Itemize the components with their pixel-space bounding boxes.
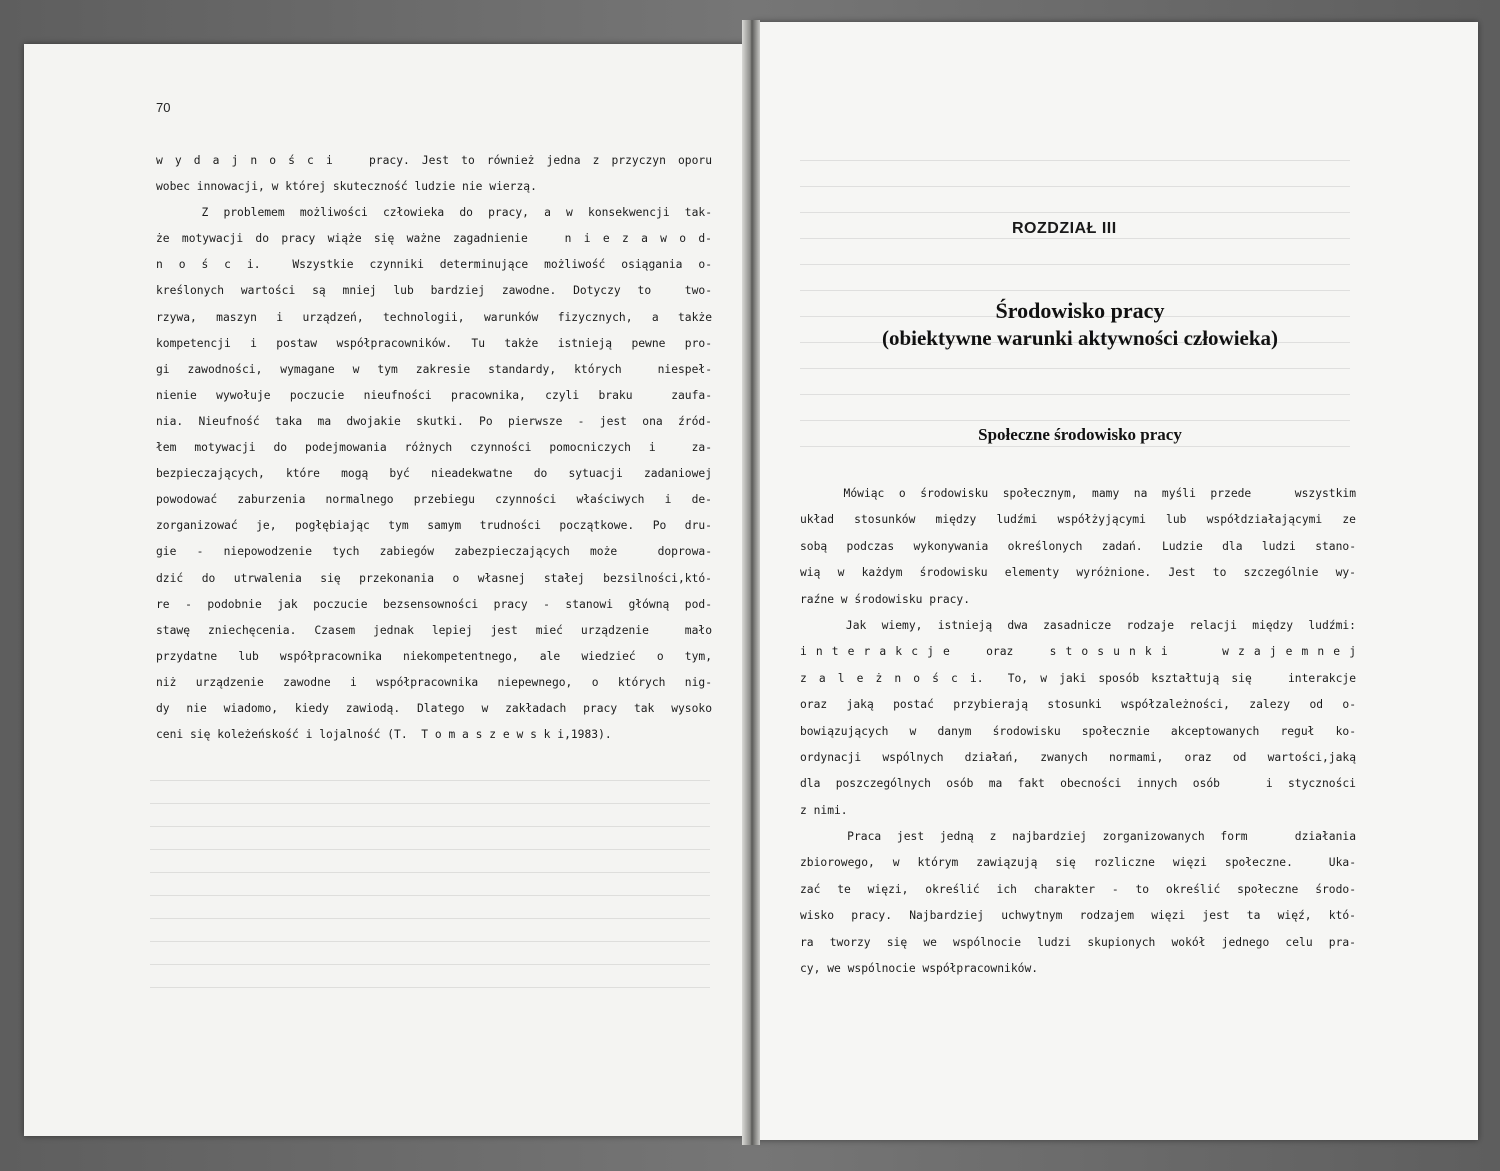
text-line: bezpieczających, które mogą być nieadekwatne do sytuacji zadaniowej <box>156 467 712 481</box>
page-number: 70 <box>156 100 171 115</box>
text-line: sobą podczas wykonywania określonych zadań. Ludzie dla ludzi stano- <box>800 539 1356 553</box>
text-line: zorganizować je, pogłębiając tym samym trudności początkowe. Po dru- <box>156 519 712 533</box>
text-line: nienie wywołuje poczucie nieufności pracownika, czyli braku zaufa- <box>156 388 712 402</box>
left-body-text <box>156 148 712 748</box>
text-line: wisko pracy. Najbardziej uchwytnym rodzajem więzi jest ta więź, któ- <box>800 909 1356 923</box>
text-line: zbiorowego, w którym zawiązują się rozliczne więzi społeczne. Uka- <box>800 856 1356 870</box>
book-gutter <box>742 20 760 1145</box>
text-line: nia. Nieufność taka ma dwojakie skutki. Po pierwsze - jest ona źród- <box>156 414 712 428</box>
bleed-line <box>150 941 710 942</box>
bleed-line <box>800 446 1350 447</box>
text-line: Praca jest jedną z najbardziej zorganizowanych form działania <box>800 830 1356 844</box>
bleed-line <box>150 780 710 781</box>
bleed-line <box>800 420 1350 421</box>
text-line: ceni się koleżeńskość i lojalność (T. T o m a s z e w s k i,1983). <box>156 728 612 742</box>
text-line: stawę zniechęcenia. Czasem jednak lepiej jest mieć urządzenie mało <box>156 623 712 637</box>
text-line: powodować zaburzenia normalnego przebiegu czynności właściwych i de- <box>156 493 712 507</box>
bleed-line <box>800 290 1350 291</box>
bleed-line <box>800 394 1350 395</box>
text-line: n o ś c i. Wszystkie czynniki determinujące możliwość osiągania o- <box>156 258 712 272</box>
text-line: że motywacji do pracy wiąże się ważne zagadnienie n i e z a w o d- <box>156 232 712 246</box>
text-line: Z problemem możliwości człowieka do pracy, a w konsekwencji tak- <box>156 206 712 220</box>
text-line: re - podobnie jak poczucie bezsensowności pracy - stanowi główną pod- <box>156 597 712 611</box>
text-line: układ stosunków między ludźmi współżyjącymi lub współdziałającymi ze <box>800 513 1356 527</box>
bleed-line <box>800 160 1350 161</box>
bleed-line <box>800 238 1350 239</box>
text-line: wobec innowacji, w której skuteczność ludzie nie wierzą. <box>156 180 537 194</box>
bleed-line <box>150 987 710 988</box>
bleed-line <box>150 895 710 896</box>
text-line: oraz jaką postać przybierają stosunki współzależności, zalezy od o- <box>800 698 1356 712</box>
text-line: Mówiąc o środowisku społecznym, mamy na myśli przede wszystkim <box>800 487 1356 500</box>
text-line: z a l e ż n o ś c i. To, w jaki sposób kształtują się interakcje <box>800 671 1356 685</box>
text-line: dy nie wiadomo, kiedy zawiodą. Dlatego w zakładach pracy tak wysoko <box>156 701 712 715</box>
text-line: gie - niepowodzenie tych zabiegów zabezpieczających może doprowa- <box>156 545 712 559</box>
chapter-title: Środowisko pracy <box>995 298 1165 323</box>
chapter-subtitle: (obiektywne warunki aktywności człowieka) <box>881 326 1279 350</box>
bleed-line <box>800 186 1350 187</box>
text-line: wią w każdym środowisku elementy wyróżnione. Jest to szczególnie wy- <box>800 566 1356 580</box>
chapter-heading: ROZDZIAŁ III <box>1012 220 1117 237</box>
text-line: Jak wiemy, istnieją dwa zasadnicze rodzaje relacji między ludźmi: <box>800 618 1356 632</box>
text-line: ordynacji wspólnych działań, zwanych normami, oraz od wartości,jaką <box>800 750 1356 764</box>
text-line: dzić do utrwalenia się przekonania o własnej stałej bezsilności,któ- <box>156 571 712 585</box>
bleed-line <box>150 872 710 873</box>
bleed-line <box>150 918 710 919</box>
text-line: zać te więzi, określić ich charakter - to określić społeczne środo- <box>800 882 1356 896</box>
text-line: łem motywacji do podejmowania różnych czynności pomocniczych i za- <box>156 441 712 455</box>
text-line: i n t e r a k c j e oraz s t o s u n k i w z a j e m n e j <box>800 645 1356 659</box>
text-line: gi zawodności, wymagane w tym zakresie standardy, których niespeł- <box>156 362 712 376</box>
bleed-line <box>150 826 710 827</box>
text-line: w y d a j n o ś c i pracy. Jest to również jedna z przyczyn oporu <box>156 154 712 167</box>
right-body-text <box>800 481 1356 982</box>
text-line: bowiązujących w danym środowisku społecznie akceptowanych reguł ko- <box>800 724 1356 738</box>
text-line: przydatne lub współpracownika niekompetentnego, ale wiedzieć o tym, <box>156 649 712 663</box>
text-line: niż urządzenie zawodne i współpracownika niepewnego, o których nig- <box>156 675 712 689</box>
bleed-line <box>800 212 1350 213</box>
text-line: raźne w środowisku pracy. <box>800 592 971 606</box>
text-line: rzywa, maszyn i urządzeń, technologii, warunków fizycznych, a także <box>156 310 712 324</box>
section-heading: Społeczne środowisko pracy <box>978 425 1182 444</box>
text-line: dla poszczególnych osób ma fakt obecności innych osób i styczności <box>800 777 1356 791</box>
bleed-line <box>150 849 710 850</box>
text-line: cy, we wspólnocie współpracowników. <box>800 962 1039 976</box>
bleed-line <box>800 264 1350 265</box>
bleed-line <box>800 368 1350 369</box>
text-line: z nimi. <box>800 803 848 817</box>
bleed-line <box>150 964 710 965</box>
text-line: kreślonych wartości są mniej lub bardziej zawodne. Dotyczy to two- <box>156 284 712 298</box>
text-line: ra tworzy się we wspólnocie ludzi skupionych wokół jednego celu pra- <box>800 935 1356 949</box>
bleed-line <box>150 803 710 804</box>
text-line: kompetencji i postaw współpracowników. Tu także istnieją pewne pro- <box>156 336 712 350</box>
